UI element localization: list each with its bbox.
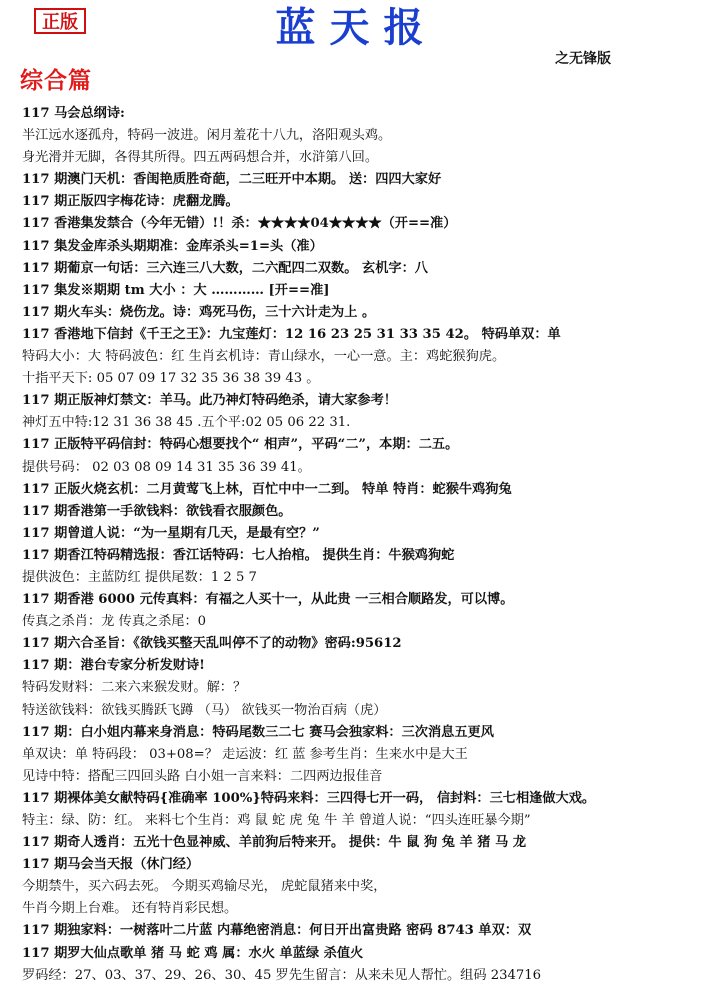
content-line: 提供波色：主蓝防红 提供尾数：1 2 5 7 bbox=[22, 569, 257, 585]
content-line: 117 期香港 6000 元传真料：有福之人买十一，从此贵 一三相合顺路发，可以博。 bbox=[22, 592, 514, 608]
content-line: 117 集发※期期 tm 大小 ：大 ………… [开==准] bbox=[22, 282, 330, 298]
content-line: 特送欲钱料：欲钱买腾跃飞蹲 （马） 欲钱买一物治百病（虎） bbox=[22, 702, 387, 718]
genuine-badge: 正版 bbox=[34, 8, 86, 34]
edition-label: 之无锋版 bbox=[555, 51, 611, 67]
content-line: 117 香港集发禁合（今年无错）!！杀：★★★★04★★★★（开==准） bbox=[22, 216, 457, 232]
content-line: 117 期马会当天报（休门经） bbox=[22, 857, 200, 873]
content-line: 117 期六合圣旨：《欲钱买整天乱叫停不了的动物》密码:95612 bbox=[22, 636, 402, 652]
content-line: 117 期澳门天机：香闺艳质胜奇葩，二三旺开中本期。 送：四四大家好 bbox=[22, 172, 442, 188]
content-line: 牛肖今期上台难。 还有特肖彩民想。 bbox=[22, 901, 238, 917]
content-line: 提供号码： 02 03 08 09 14 31 35 36 39 41。 bbox=[22, 459, 311, 475]
newspaper-title: 蓝天报 bbox=[275, 4, 438, 51]
content-lines bbox=[22, 103, 708, 987]
content-line: 117 期火车头：烧伤龙。诗：鸡死马伤，三十六计走为上 。 bbox=[22, 304, 376, 320]
content-line: 117 期裸体美女献特码{准确率 100%}特码来料：三四得七开一码， 信封料：三七相逢做大戏。 bbox=[22, 790, 596, 806]
content-line: 117 期：白小姐内幕来身消息：特码尾数三二七 赛马会独家料：三次消息五更风 bbox=[22, 724, 494, 740]
content-line: 特码大小：大 特码波色：红 生肖玄机诗：青山绿水，一心一意。主：鸡蛇猴狗虎。 bbox=[22, 349, 506, 365]
content-line: 117 期曾道人说：“为一星期有几天，是最有空？” bbox=[22, 525, 320, 541]
content-line: 十指平天下: 05 07 09 17 32 35 36 38 39 43 。 bbox=[22, 371, 320, 387]
content-line: 117 期正版四字梅花诗：虎翻龙腾。 bbox=[22, 194, 239, 210]
content-line: 117 期香港第一手欲钱料：欲钱看衣服颜色。 bbox=[22, 503, 292, 519]
content-line: 特码发财料：二来六来猴发财。解：？ bbox=[22, 680, 247, 696]
content-line: 单双诀：单 特码段： 03+08=？ 走运波：红 蓝 参考生肖：生来水中是大王 bbox=[22, 746, 468, 762]
content-line: 117 香港地下信封《千王之王》：九宝莲灯：12 16 23 25 31 33 35 42。 特码单双：单 bbox=[22, 326, 561, 342]
content-line: 117 期奇人透肖：五光十色显神威、羊前狗后特来开。 提供：牛 鼠 狗 兔 羊 猪 马 龙 bbox=[22, 835, 527, 851]
content-line: 今期禁牛，买六码去死。 今期买鸡输尽光， 虎蛇鼠猪来中奖， bbox=[22, 879, 387, 895]
content-line: 117 集发金库杀头期期准：金库杀头=1=头（准） bbox=[22, 238, 323, 254]
content-line: 117 期罗大仙点歌单 猪 马 蛇 鸡 属：水火 单蓝绿 杀值火 bbox=[22, 945, 364, 961]
content-line: 117 正版火烧玄机：二月黄莺飞上林，百忙中中一二到。 特单 特肖：蛇猴牛鸡狗兔 bbox=[22, 481, 512, 497]
content-line: 117 期正版神灯禁文：羊马。此乃神灯特码绝杀，请大家参考！ bbox=[22, 393, 397, 409]
content-line: 特主：绿、防：红。 来料七个生肖：鸡 鼠 蛇 虎 兔 牛 羊 曾道人说：“四头连旺暴今期” bbox=[22, 813, 531, 828]
content-line: 罗码经：27、03、37、29、26、30、45 罗先生留言：从来未见人帮忙。组码 234716 bbox=[22, 967, 542, 983]
section-heading: 综合篇 bbox=[20, 67, 92, 94]
content-line: 神灯五中特:12 31 36 38 45 .五个平:02 05 06 22 31. bbox=[22, 415, 351, 431]
content-line: 117 期香江特码精选报：香江话特码：七人抬棺。 提供生肖：牛猴鸡狗蛇 bbox=[22, 547, 455, 563]
content-line: 117 正版特平码信封：特码心想要找个“ 相声”，平码“二”，本期：二五。 bbox=[22, 437, 459, 453]
content-line: 身光滑并无脚，各得其所得。四五两码想合并，水浒第八回。 bbox=[22, 150, 379, 166]
content-line: 117 马会总纲诗: bbox=[22, 106, 125, 121]
content-line: 117 期葡京一句话：三六连三八大数，二六配四二双数。 玄机字：八 bbox=[22, 260, 428, 276]
content-line: 半江远水逐孤舟，特码一波进。闲月羞花十八九，洛阳观头鸡。 bbox=[22, 128, 392, 144]
content-line: 117 期独家料：一树落叶二片蓝 内幕绝密消息：何日开出富贵路 密码 8743 单双：双 bbox=[22, 923, 532, 939]
content-line: 传真之杀肖：龙 传真之杀尾：0 bbox=[22, 614, 207, 630]
content-line: 117 期：港台专家分析发财诗! bbox=[22, 658, 205, 674]
content-line: 见诗中特：搭配三四回头路 白小姐一言来料：二四两边报佳音 bbox=[22, 768, 383, 784]
